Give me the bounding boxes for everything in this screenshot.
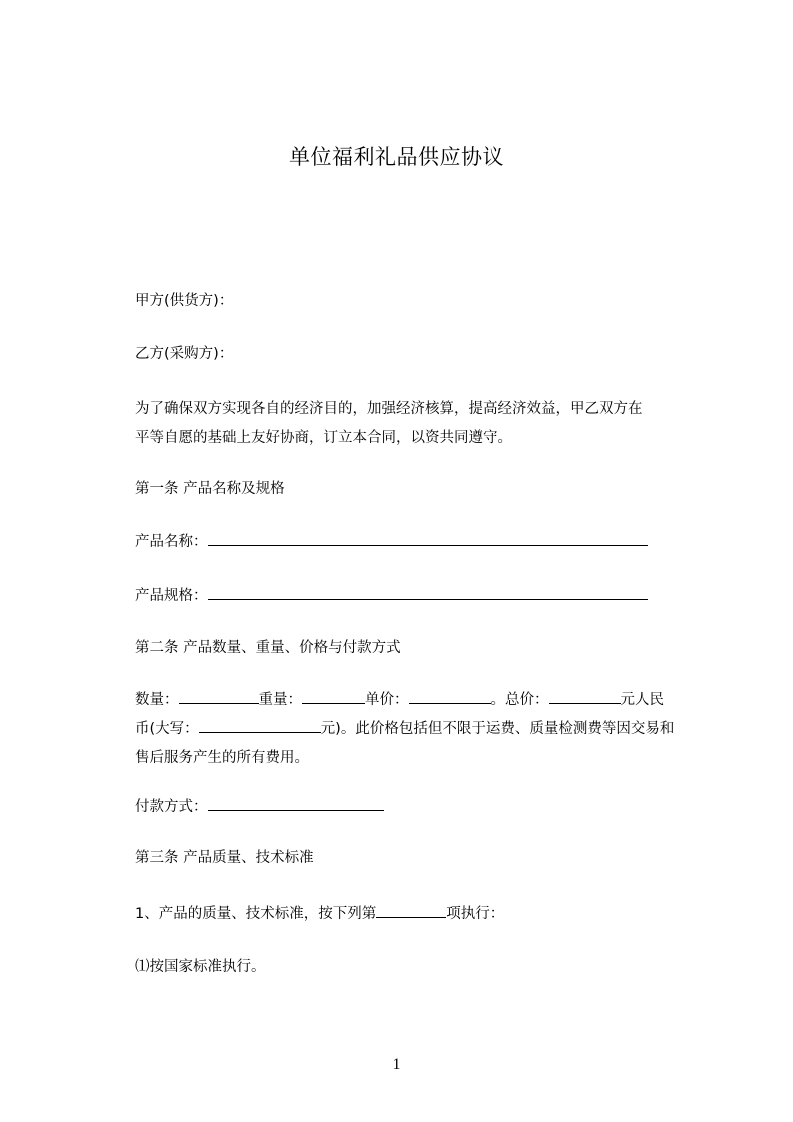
- total-price-blank[interactable]: [549, 689, 621, 704]
- uppercase-amount-label: 币(大写：: [135, 721, 199, 737]
- intro-paragraph: [135, 395, 710, 453]
- product-spec-blank[interactable]: [208, 585, 648, 600]
- quantity-blank[interactable]: [179, 689, 259, 704]
- price-includes-text: 元)。此价格包括但不限于运费、质量检测费等因交易和: [320, 721, 675, 737]
- article-3-title: 第三条 产品质量、技术标准: [135, 850, 314, 866]
- product-name-label: 产品名称：: [135, 534, 208, 550]
- quality-item-1-text: 1、产品的质量、技术标准，按下列第: [135, 906, 377, 922]
- product-name-row: [135, 531, 648, 552]
- party-a-label: 甲方(供货方)：: [135, 293, 234, 309]
- quantity-price-line-3: 售后服务产生的所有费用。: [135, 750, 309, 766]
- article-1-title: 第一条 产品名称及规格: [135, 481, 285, 497]
- weight-blank[interactable]: [302, 689, 365, 704]
- document-title: 单位福利礼品供应协议: [289, 145, 504, 169]
- intro-line-1: 为了确保双方实现各自的经济目的，加强经济核算，提高经济效益，甲乙双方在: [135, 401, 643, 417]
- unit-price-label: 单价：: [365, 692, 409, 708]
- product-name-blank[interactable]: [208, 531, 648, 546]
- page-number: 1: [392, 1056, 401, 1073]
- party-b-label: 乙方(采购方)：: [135, 346, 234, 362]
- rmb-label: 元人民: [620, 692, 664, 708]
- quantity-label: 数量：: [135, 692, 179, 708]
- quality-item-1: [135, 903, 504, 924]
- unit-price-blank[interactable]: [409, 689, 491, 704]
- product-spec-label: 产品规格：: [135, 588, 208, 604]
- quantity-price-paragraph: [135, 686, 710, 773]
- quantity-price-line-2: [135, 715, 710, 744]
- quality-option-1: ⑴按国家标准执行。: [135, 959, 266, 975]
- quality-item-1-end: 项执行：: [446, 906, 505, 922]
- payment-method-row: [135, 796, 384, 817]
- payment-method-label: 付款方式：: [135, 799, 208, 815]
- payment-method-blank[interactable]: [208, 796, 384, 811]
- weight-label: 重量：: [258, 692, 302, 708]
- quantity-price-line-1: [135, 686, 710, 715]
- total-price-label: 。总价：: [490, 692, 549, 708]
- article-2-title: 第二条 产品数量、重量、价格与付款方式: [135, 640, 401, 656]
- product-spec-row: [135, 585, 648, 606]
- quality-option-blank[interactable]: [376, 903, 446, 918]
- intro-line-2: 平等自愿的基础上友好协商，订立本合同，以资共同遵守。: [135, 430, 512, 446]
- uppercase-amount-blank[interactable]: [199, 718, 321, 733]
